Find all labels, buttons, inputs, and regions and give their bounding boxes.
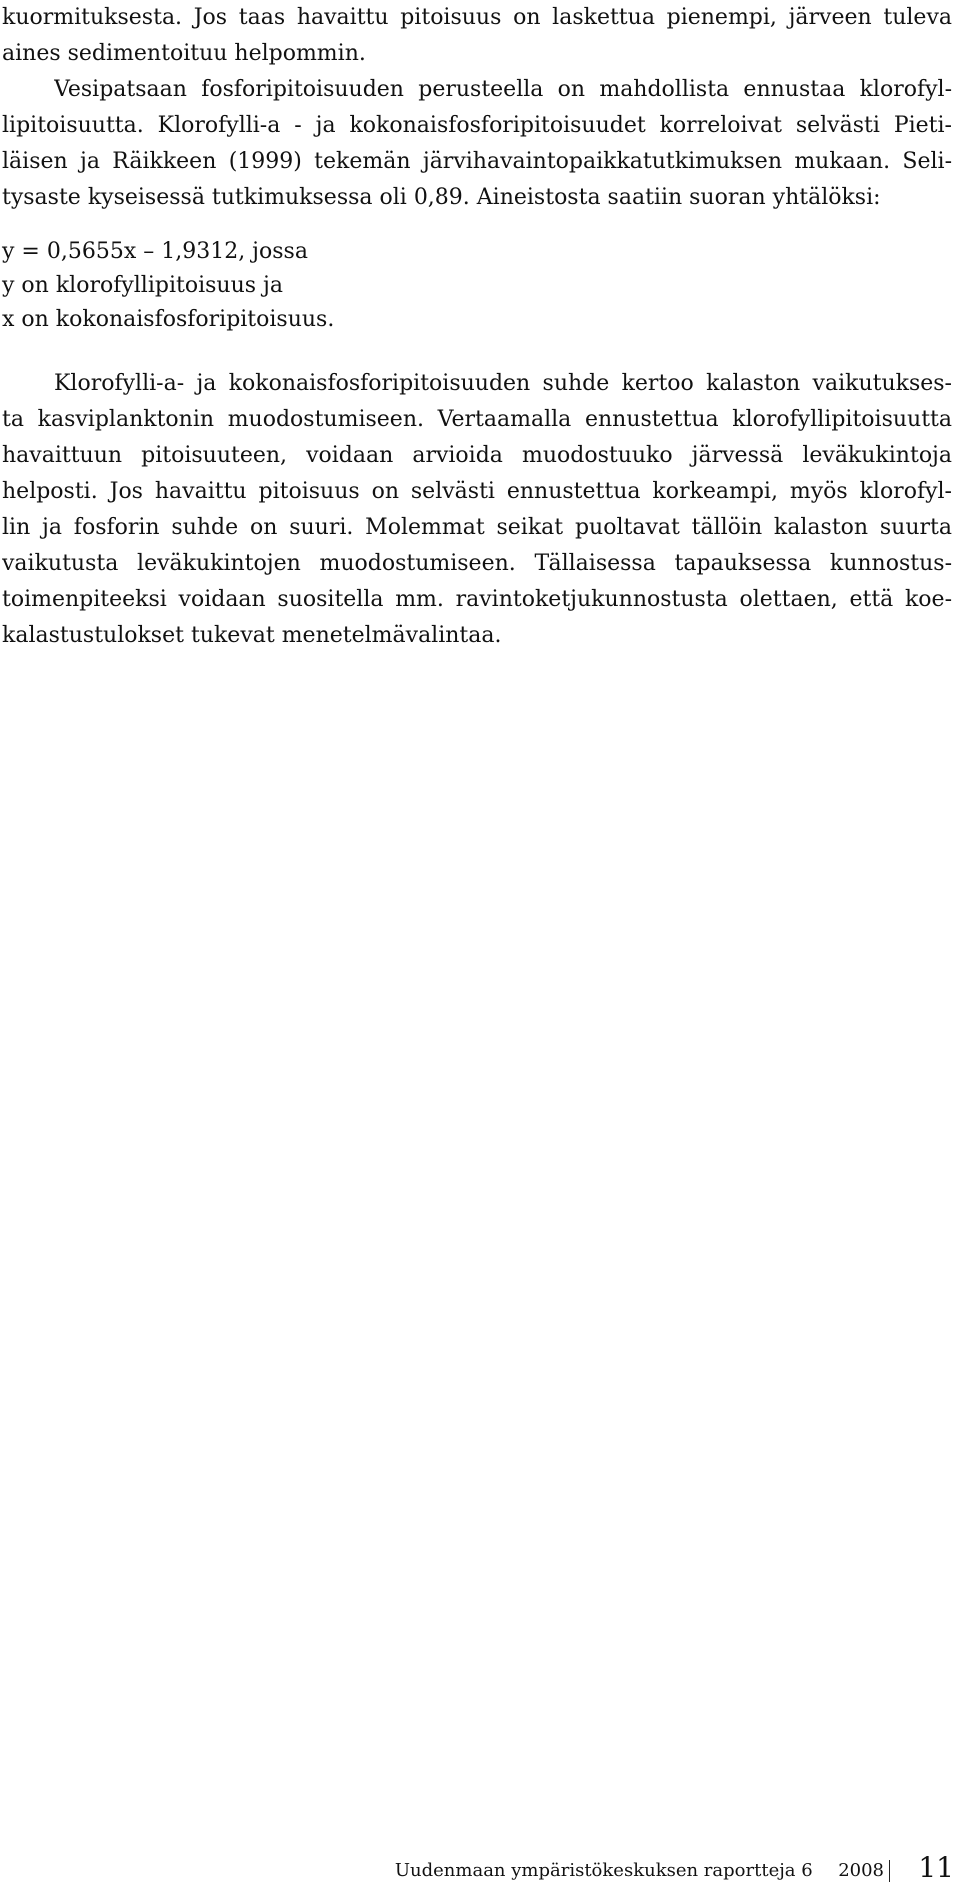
footer-year: 2008 <box>838 1860 884 1881</box>
footer-separator <box>889 1860 890 1882</box>
paragraph-line: toimenpiteeksi voidaan suositella mm. ravintoketjukunnostusta olettaen, että koe- <box>2 587 952 612</box>
paragraph-line: läisen ja Räikkeen (1999) tekemän järvihavaintopaikkatutkimuksen mukaan. Seli- <box>2 149 952 174</box>
equation-line: x on kokonaisfosforipitoisuus. <box>2 307 335 332</box>
footer-report-title <box>395 1858 884 1884</box>
equation-line: y = 0,5655x – 1,9312, jossa <box>2 239 308 264</box>
page-footer <box>0 1851 960 1888</box>
paragraph-line: Vesipatsaan fosforipitoisuuden perusteella on mahdollista ennustaa klorofyl- <box>54 77 952 102</box>
footer-report-name: Uudenmaan ympäristökeskuksen raportteja 6 <box>394 1860 813 1881</box>
page-number: 11 <box>918 1851 954 1884</box>
paragraph-line: helposti. Jos havaittu pitoisuus on selvästi ennustettua korkeampi, myös klorofyl- <box>2 479 952 504</box>
paragraph-line: lipitoisuutta. Klorofylli-a - ja kokonaisfosforipitoisuudet korreloivat selvästi Pieti- <box>2 113 952 138</box>
paragraph-line: kuormituksesta. Jos taas havaittu pitoisuus on laskettua pienempi, järveen tuleva <box>2 5 952 30</box>
paragraph-line: havaittuun pitoisuuteen, voidaan arvioida muodostuuko järvessä leväkukintoja <box>2 443 952 468</box>
paragraph-line: lin ja fosforin suhde on suuri. Molemmat seikat puoltavat tällöin kalaston suurta <box>2 515 952 540</box>
paragraph-line: tysaste kyseisessä tutkimuksessa oli 0,89. Aineistosta saatiin suoran yhtälöksi: <box>2 185 881 210</box>
paragraph-line: aines sedimentoituu helpommin. <box>2 41 366 66</box>
paragraph-line: vaikutusta leväkukintojen muodostumiseen. Tällaisessa tapauksessa kunnostus- <box>2 551 952 576</box>
equation-line: y on klorofyllipitoisuus ja <box>2 273 283 298</box>
paragraph-line: kalastustulokset tukevat menetelmävalintaa. <box>2 623 502 648</box>
paragraph-line: Klorofylli-a- ja kokonaisfosforipitoisuuden suhde kertoo kalaston vaikutukses- <box>54 371 952 396</box>
paragraph-line: ta kasviplanktonin muodostumiseen. Vertaamalla ennustettua klorofyllipitoisuutta <box>2 407 952 432</box>
